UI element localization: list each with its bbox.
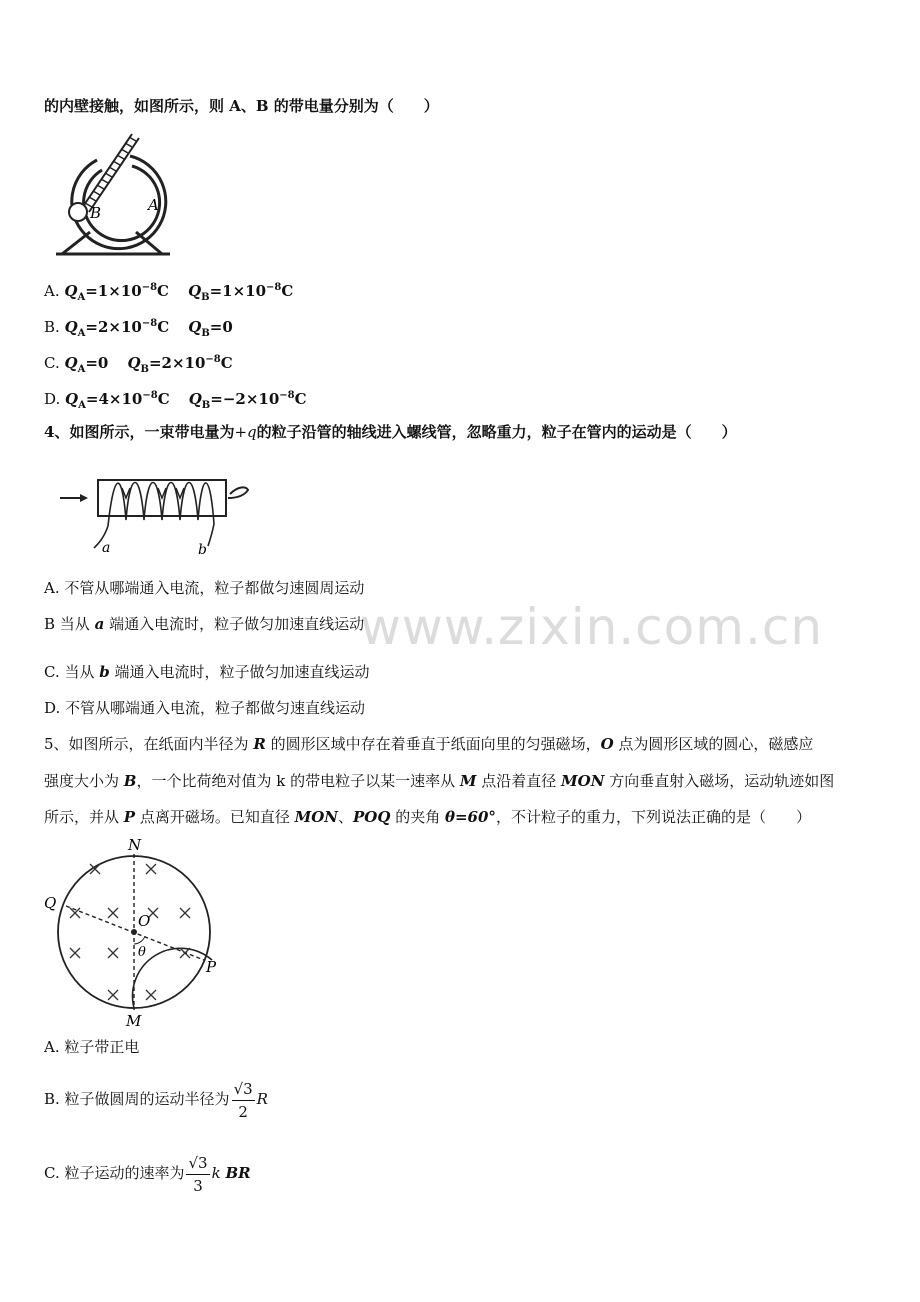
q5-option-b: B. 粒子做圆周的运动半径为 $\frac{√3}{2}$ R [44, 1079, 268, 1121]
q4-option-c: C. 当从 b 端通入电流时，粒子做匀加速直线运动 [44, 663, 370, 681]
label-b: B [90, 204, 102, 222]
q3-option-a: A. $Q_A=1\times 10^{-8}C$ $Q_B=1\times 10^{-8}C$ [44, 282, 294, 303]
watermark: www.zixin.com.cn [360, 598, 824, 656]
q3-option-c: C. $Q_A=0$ $Q_B=2\times 10^{-8}C$ [44, 354, 233, 375]
q5-stem-line-1: 5、如图所示，在纸面内半径为 R 的圆形区域中存在着垂直于纸面向里的匀强磁场，O 点为圆形区域的圆心，磁感应 [44, 735, 814, 753]
q5-option-a: A. 粒子带正电 [44, 1038, 140, 1056]
fraction: $\frac{√3}{3}$ [188, 1153, 208, 1195]
q5-stem-line-2: 强度大小为 B，一个比荷绝对值为 k 的带电粒子以某一速率从 M 点沿着直径 MON 方向垂直射入磁场，运动轨迹如图 [44, 772, 835, 790]
fraction: $\frac{√3}{2}$ [233, 1079, 253, 1121]
label-m: M [126, 1012, 142, 1030]
label-a: a [102, 540, 111, 556]
q4-figure-solenoid [58, 468, 258, 558]
q4-option-a: A. 不管从哪端通入电流，粒子都做匀速圆周运动 [44, 579, 365, 597]
q4-option-d: D. 不管从哪端通入电流，粒子都做匀速直线运动 [44, 699, 366, 717]
ball-b [69, 203, 87, 221]
q5-stem-line-3: 所示，并从 P 点离开磁场。已知直径 MON、POQ 的夹角 θ=60°，不计粒子的重力，下列说法正确的是（ ） [44, 808, 811, 826]
q4-stem: 4、如图所示，一束带电量为+q的粒子沿管的轴线进入螺线管，忽略重力，粒子在管内的运动是（ ） [44, 423, 737, 441]
q3-option-d: D. $Q_A=4\times 10^{-8}C$ $Q_B=-2\times 10^{-8}C$ [44, 390, 307, 411]
coil [108, 483, 214, 527]
label-n: N [128, 836, 142, 854]
label-q: Q [44, 894, 57, 912]
q4-option-b: B 当从 a 端通入电流时，粒子做匀加速直线运动 [44, 615, 365, 633]
field-crosses [70, 864, 190, 1000]
q3-figure-electroscope [52, 130, 182, 258]
label-a: A [148, 196, 159, 214]
label-b: b [198, 542, 207, 558]
charged-rod [82, 134, 139, 212]
label-theta: θ [138, 945, 146, 960]
q5-figure-magnetic-field [40, 836, 240, 1030]
q5-option-c: C. 粒子运动的速率为 $\frac{√3}{3}$ k BR [44, 1153, 251, 1195]
label-o: O [138, 912, 151, 930]
q3-stem: 的内壁接触，如图所示，则 A、B 的带电量分别为（ ） [44, 97, 439, 115]
label-p: P [206, 958, 217, 976]
q3-option-b: B. $Q_A=2\times 10^{-8}C$ $Q_B=0$ [44, 318, 233, 339]
center-o [131, 929, 137, 935]
